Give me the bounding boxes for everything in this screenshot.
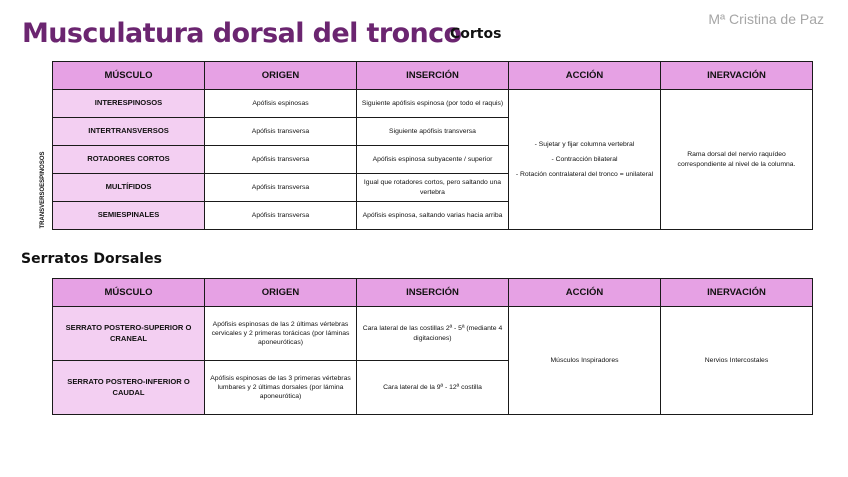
insertion-cell: Apófisis espinosa subyacente / superior bbox=[357, 146, 509, 174]
table-header-row bbox=[53, 279, 813, 307]
insertion-cell: Siguiente apófisis espinosa (por todo el raquis) bbox=[357, 90, 509, 118]
header-innervation: INERVACIÓN bbox=[661, 62, 813, 90]
table-row bbox=[53, 307, 813, 361]
table-row bbox=[53, 90, 813, 118]
origin-cell: Apófisis espinosas de las 3 primeras vértebras lumbares y 2 últimas dorsales (por lámina aponeurótica) bbox=[205, 361, 357, 415]
short-muscles-table bbox=[52, 61, 813, 230]
origin-cell: Apófisis espinosas de las 2 últimas vértebras cervicales y 2 primeras torácicas (por láminas aponeuróticas) bbox=[205, 307, 357, 361]
header-muscle: MÚSCULO bbox=[53, 279, 205, 307]
insertion-cell: Cara lateral de las costillas 2ª - 5ª (mediante 4 digitaciones) bbox=[357, 307, 509, 361]
action-cell: Músculos Inspiradores bbox=[509, 307, 661, 415]
insertion-cell: Apófisis espinosa, saltando varias hacia arriba bbox=[357, 202, 509, 230]
header-insertion: INSERCIÓN bbox=[357, 279, 509, 307]
action-item: - Sujetar y fijar columna vertebral bbox=[534, 140, 635, 148]
origin-cell: Apófisis transversa bbox=[205, 174, 357, 202]
origin-cell: Apófisis transversa bbox=[205, 118, 357, 146]
insertion-cell: Cara lateral de la 9ª - 12ª costilla bbox=[357, 361, 509, 415]
section-title: Serratos Dorsales bbox=[21, 251, 162, 267]
author-name: Mª Cristina de Paz bbox=[708, 11, 824, 27]
origin-cell: Apófisis transversa bbox=[205, 146, 357, 174]
header-action: ACCIÓN bbox=[509, 279, 661, 307]
muscle-cell: ROTADORES CORTOS bbox=[53, 146, 205, 174]
header-action: ACCIÓN bbox=[509, 62, 661, 90]
page-title: Musculatura dorsal del tronco bbox=[22, 18, 462, 49]
insertion-cell: Siguiente apófisis transversa bbox=[357, 118, 509, 146]
origin-cell: Apófisis transversa bbox=[205, 202, 357, 230]
action-item: - Contracción bilateral bbox=[551, 155, 618, 163]
action-cell bbox=[509, 90, 661, 230]
muscle-cell: INTERTRANSVERSOS bbox=[53, 118, 205, 146]
muscle-cell: MULTÍFIDOS bbox=[53, 174, 205, 202]
origin-cell: Apófisis espinosas bbox=[205, 90, 357, 118]
header-innervation: INERVACIÓN bbox=[661, 279, 813, 307]
side-label: TRANSVERSOESPINOSOS bbox=[40, 151, 46, 229]
muscle-cell: SEMIESPINALES bbox=[53, 202, 205, 230]
muscle-cell: INTERESPINOSOS bbox=[53, 90, 205, 118]
innervation-cell: Rama dorsal del nervio raquídeo correspondiente al nivel de la columna. bbox=[661, 90, 813, 230]
header-origin: ORIGEN bbox=[205, 62, 357, 90]
header-insertion: INSERCIÓN bbox=[357, 62, 509, 90]
page-subtitle: Cortos bbox=[450, 26, 502, 42]
muscle-cell: SERRATO POSTERO-SUPERIOR O CRANEAL bbox=[53, 307, 205, 361]
muscle-cell: SERRATO POSTERO-INFERIOR O CAUDAL bbox=[53, 361, 205, 415]
table-header-row bbox=[53, 62, 813, 90]
header-muscle: MÚSCULO bbox=[53, 62, 205, 90]
action-item: - Rotación contralateral del tronco = unilateral bbox=[515, 171, 654, 179]
insertion-cell: Igual que rotadores cortos, pero saltando una vertebra bbox=[357, 174, 509, 202]
serratos-table bbox=[52, 278, 813, 415]
innervation-cell: Nervios Intercostales bbox=[661, 307, 813, 415]
header-origin: ORIGEN bbox=[205, 279, 357, 307]
